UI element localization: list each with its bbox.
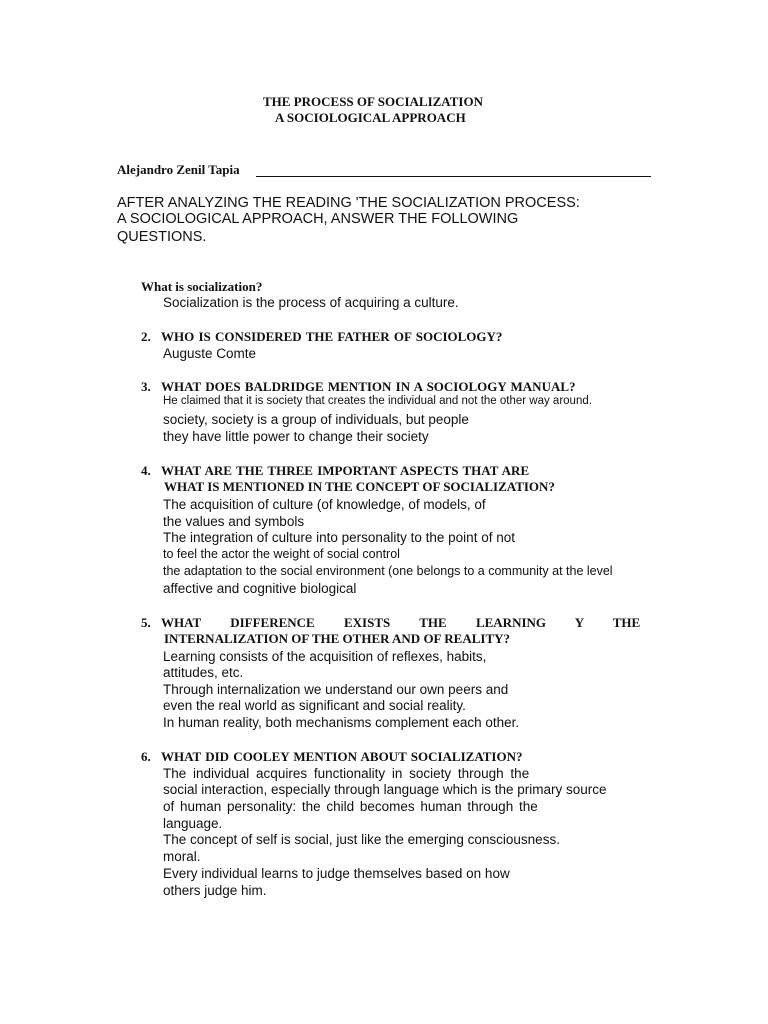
answer-5-line-2: attitudes, etc. — [163, 665, 244, 680]
question-number-4: 4. — [141, 463, 151, 478]
question-number-5: 5. — [141, 615, 151, 630]
answer-5-line-1: Learning consists of the acquisition of reflexes, habits, — [163, 649, 487, 664]
answer-6-line-2: social interaction, especially through language which is the primary source — [163, 782, 607, 797]
answer-3-line-1: He claimed that it is society that creates the individual and not the other way around. — [163, 395, 592, 407]
answer-6-line-8: others judge him. — [163, 883, 267, 898]
question-3: WHAT DOES BALDRIDGE MENTION IN A SOCIOLOGY MANUAL? — [161, 379, 576, 394]
document-title-line-2: A SOCIOLOGICAL APPROACH — [275, 110, 466, 125]
question-number-3: 3. — [141, 379, 151, 394]
question-number-2: 2. — [141, 329, 151, 344]
answer-5-line-4: even the real world as significant and social reality. — [163, 698, 466, 713]
question-5-line-1: WHAT DIFFERENCE EXISTS THE LEARNING Y THE — [161, 615, 641, 630]
answer-3-line-3: they have little power to change their society — [163, 429, 429, 444]
question-number-6: 6. — [141, 749, 151, 764]
instructions-line-2: A SOCIOLOGICAL APPROACH, ANSWER THE FOLLOWING — [117, 211, 519, 227]
instructions-line-1: AFTER ANALYZING THE READING 'THE SOCIALIZATION PROCESS: — [117, 195, 580, 211]
question-4-line-2: WHAT IS MENTIONED IN THE CONCEPT OF SOCIALIZATION? — [164, 479, 555, 494]
question-4-line-1: WHAT ARE THE THREE IMPORTANT ASPECTS THAT ARE — [161, 463, 530, 478]
question-1: What is socialization? — [141, 279, 263, 294]
question-2: WHO IS CONSIDERED THE FATHER OF SOCIOLOGY? — [161, 329, 503, 344]
answer-5-line-5: In human reality, both mechanisms complement each other. — [163, 715, 520, 730]
answer-6-line-7: Every individual learns to judge themselves based on how — [163, 866, 510, 881]
answer-4-line-5: the adaptation to the social environment (one belongs to a community at the level — [163, 564, 613, 578]
answer-3-line-2: society, society is a group of individuals, but people — [163, 412, 469, 427]
question-5-line-2: INTERNALIZATION OF THE OTHER AND OF REALITY? — [164, 631, 511, 646]
document-title-line-1: THE PROCESS OF SOCIALIZATION — [263, 94, 483, 109]
question-6: WHAT DID COOLEY MENTION ABOUT SOCIALIZATION? — [161, 749, 523, 764]
answer-4-line-2: the values and symbols — [163, 514, 305, 529]
answer-6-line-4: language. — [163, 816, 223, 831]
name-underline — [256, 176, 651, 177]
instructions-line-3: QUESTIONS. — [117, 229, 207, 245]
answer-6-line-5: The concept of self is social, just like the emerging consciousness. — [163, 832, 560, 847]
answer-6-line-6: moral. — [163, 849, 201, 864]
answer-6-line-3: of human personality: the child becomes human through the — [163, 799, 538, 814]
answer-4-line-6: affective and cognitive biological — [163, 581, 357, 596]
answer-4-line-3: The integration of culture into personality to the point of not — [163, 530, 515, 545]
answer-5-line-3: Through internalization we understand our own peers and — [163, 682, 509, 697]
answer-4-line-1: The acquisition of culture (of knowledge, of models, of — [163, 497, 486, 512]
answer-6-line-1: The individual acquires functionality in society through the — [163, 766, 530, 781]
answer-2-line-1: Auguste Comte — [163, 346, 257, 361]
answer-1-line-1: Socialization is the process of acquiring a culture. — [163, 295, 459, 310]
answer-4-line-4: to feel the actor the weight of social control — [163, 547, 400, 561]
author-name: Alejandro Zenil Tapia — [117, 162, 240, 177]
